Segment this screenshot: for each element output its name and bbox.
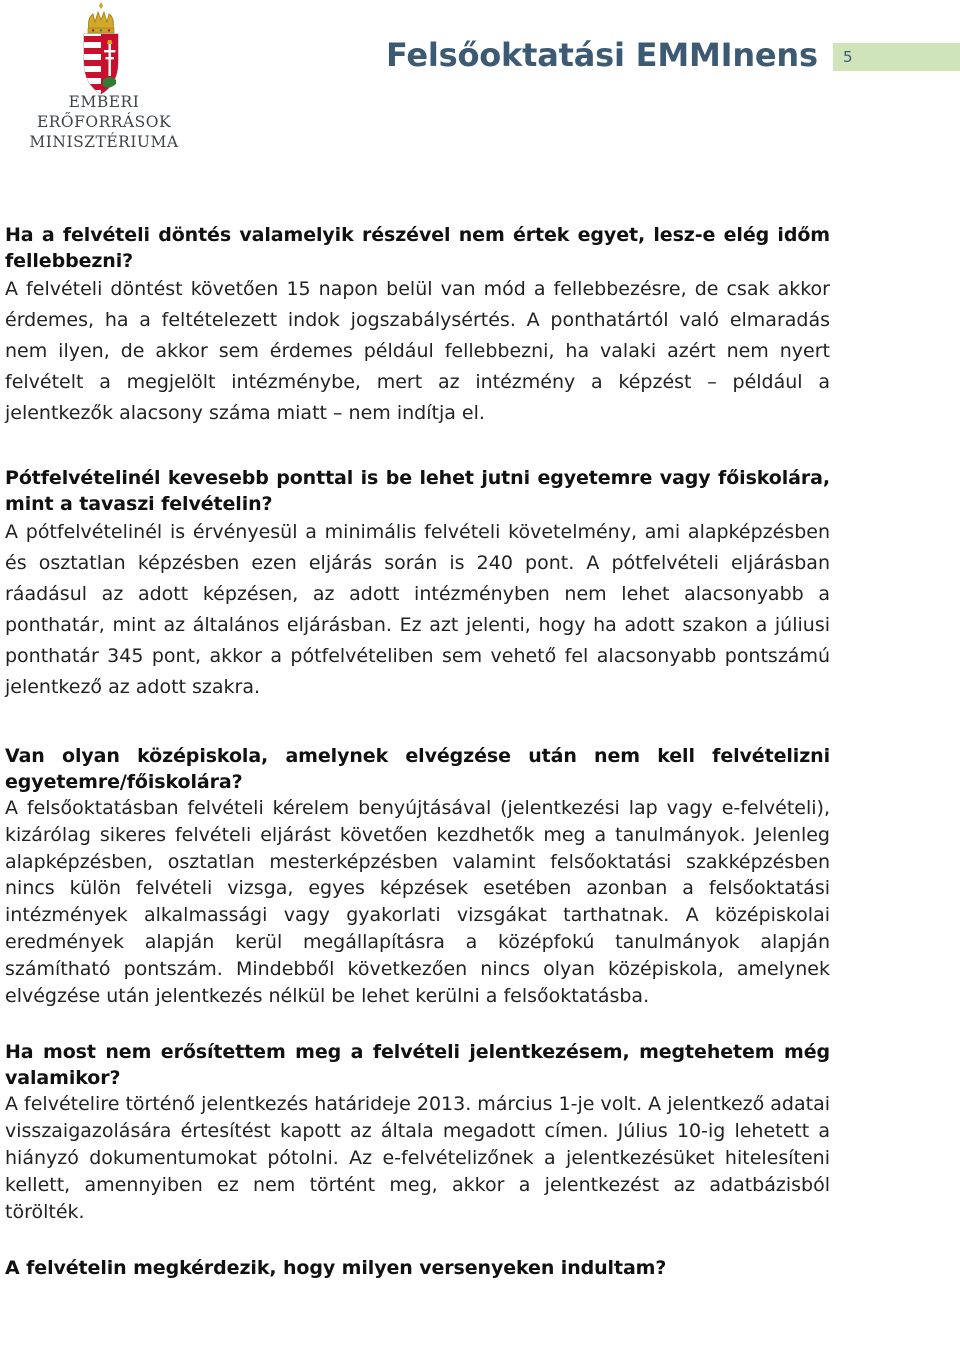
faq-answer: A pótfelvételinél is érvényesül a minimális felvételi követelmény, ami alapképzésben és osztatlan képzésben ezen eljárás során is 240 pont. A pótfelvételi eljárásban ráadásul az adott képzésen, az adott intézményben nem lehet alacsonyabb a ponthatár, mint az általános eljárásban. Ez azt jelenti, hogy ha adott szakon a júliusi ponthatár 345 pont, akkor a pótfelvételiben sem vehető fel alacsonyabb pontszámú jelentkező az adott szakra. (5, 521, 830, 698)
faq-question: Ha a felvételi döntés valamelyik részével nem értek egyet, lesz-e elég időm fellebbezni? (5, 224, 830, 272)
ministry-logo (4, 0, 204, 151)
faq-item (5, 465, 830, 703)
faq-question: Van olyan középiskola, amelynek elvégzése után nem kell felvételizni egyetemre/főiskolára? (5, 745, 830, 793)
faq-item (5, 1039, 830, 1225)
faq-answer: A felvételire történő jelentkezés határideje 2013. március 1-je volt. A jelentkező adatai visszaigazolására értesítést kapott az általa megadott címen. Július 10-ig lehetett a hiányzó dokumentumokat pótolni. Az e-felvételizőnek a jelentkezésüket hitelesíteni kellett, amennyiben ez nem történt meg, akkor a jelentkezést az adatbázisból törölték. (5, 1093, 830, 1223)
document-title: Felsőoktatási EMMInens (386, 36, 818, 74)
faq-item (5, 1255, 830, 1281)
faq-answer: A felsőoktatásban felvételi kérelem benyújtásával (jelentkezési lap vagy e-felvételi), kizárólag sikeres felvételi eljárást követően kezdhetők meg a tanulmányok. Jelenleg alapképzésben, osztatlan mesterképzésben valamint felsőoktatási szakképzésben nincs külön felvételi vizsga, egyes képzések esetében azonban a felsőoktatási intézmények alkalmassági vagy gyakorlati vizsgákat tarthatnak. A középiskolai eredmények alapján kerül megállapításra a középfokú tanulmányok alapján számítható pontszám. Mindebből következően nincs olyan középiskola, amelynek elvégzése után jelentkezés nélkül be lehet kerülni a felsőoktatásba. (5, 797, 830, 1007)
faq-item (5, 743, 830, 1009)
faq-answer: A felvételi döntést követően 15 napon belül van mód a fellebbezésre, de csak akkor érdemes, ha a feltételezett indok jogszabálysértés. A ponthatártól való elmaradás nem ilyen, de akkor sem érdemes például fellebbezni, ha valaki azért nem nyert felvételt a megjelölt intézménybe, mert az intézmény a képzést – például a jelentkezők alacsony száma miatt – nem indítja el. (5, 278, 830, 424)
faq-question: A felvételin megkérdezik, hogy milyen versenyeken indultam? (5, 1257, 667, 1280)
ministry-name (4, 92, 204, 152)
ministry-name-line1: EMBERI ERŐFORRÁSOK (36, 93, 172, 131)
page-number-badge (833, 43, 960, 71)
faq-question: Pótfelvételinél kevesebb ponttal is be lehet jutni egyetemre vagy főiskolára, mint a tavaszi felvételin? (5, 467, 830, 515)
faq-content (5, 222, 830, 1311)
hungarian-coat-of-arms-icon (81, 0, 121, 98)
faq-item (5, 222, 830, 429)
page-number: 5 (843, 48, 853, 66)
faq-question: Ha most nem erősítettem meg a felvételi jelentkezésem, megtehetem még valamikor? (5, 1041, 830, 1090)
ministry-name-line2: MINISZTÉRIUMA (29, 133, 179, 151)
